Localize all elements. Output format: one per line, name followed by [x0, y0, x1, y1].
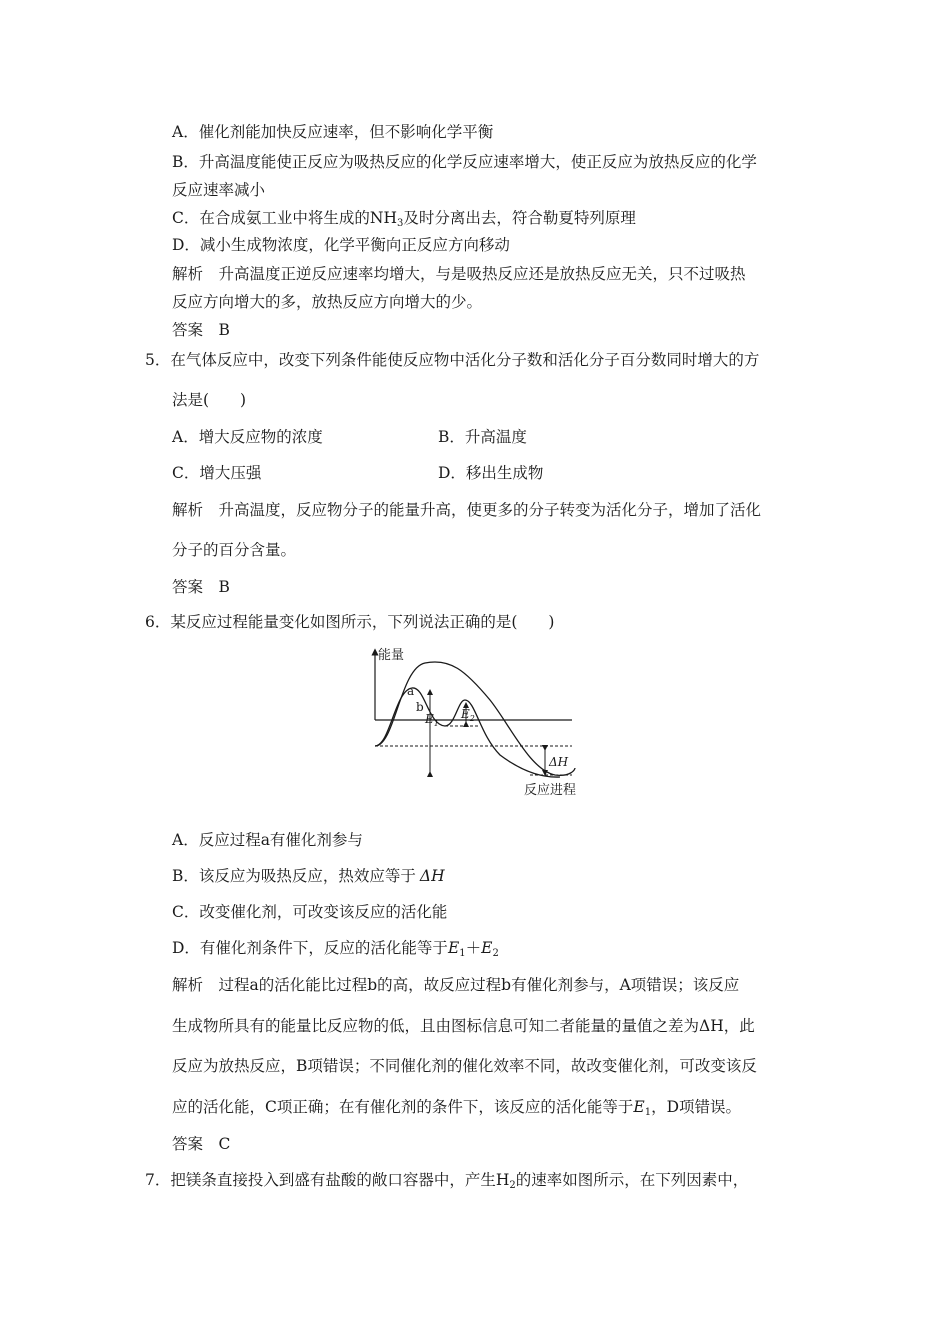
curve-a-label: a [407, 684, 415, 698]
q5-option-b: B．升高温度 [438, 428, 527, 446]
q4-option-b-line1: B．升高温度能使正反应为吸热反应的化学反应速率增大，使正反应为放热反应的化学 [172, 153, 757, 171]
q7-stem: 7．把镁条直接投入到盛有盐酸的敞口容器中，产生$H_2$的速率如图所示，在下列因素中， [145, 1171, 749, 1191]
q4-option-a: A．催化剂能加快反应速率，但不影响化学平衡 [172, 123, 494, 141]
curve-b-label: b [416, 700, 424, 714]
q4-option-c: C．在合成氨工业中将生成的$NH_3$及时分离出去，符合勒夏特列原理 [172, 209, 636, 229]
q5-analysis-line1: 解析 升高温度，反应物分子的能量升高，使更多的分子转变为活化分子，增加了活化 [172, 501, 762, 519]
q6-analysis-line2: 生成物所具有的能量比反应物的低，且由图标信息可知二者能量的量值之差为ΔH，此 [172, 1017, 755, 1035]
q6-stem: 6．某反应过程能量变化如图所示，下列说法正确的是( ) [145, 613, 555, 631]
q5-option-a: A．增大反应物的浓度 [172, 428, 323, 446]
q4-analysis-line2: 反应方向增大的多，放热反应方向增大的少。 [172, 293, 483, 311]
q6-analysis-line3: 反应为放热反应，B项错误；不同催化剂的催化效率不同，故改变催化剂，可改变该反 [172, 1057, 757, 1075]
q5-option-d: D．移出生成物 [438, 464, 544, 482]
curve-b-catalyzed [375, 688, 560, 777]
q4-option-b-line2: 反应速率减小 [172, 181, 266, 199]
q6-answer: 答案 C [172, 1135, 231, 1153]
x-axis-label: 反应进程 [524, 783, 577, 798]
q6-analysis-line4: 应的活化能，C项正确；在有催化剂的条件下，该反应的活化能等于$E_1$，D项错误。 [172, 1098, 742, 1118]
q6-option-b: B．该反应为吸热反应，热效应等于 ΔH [172, 867, 445, 885]
q6-option-c: C．改变催化剂，可改变该反应的活化能 [172, 903, 448, 921]
q6-analysis-line1: 解析 过程a的活化能比过程b的高，故反应过程b有催化剂参与，A项错误；该反应 [172, 976, 740, 994]
y-axis-label: 能量 [378, 648, 405, 663]
q4-answer: 答案 B [172, 321, 230, 339]
q5-analysis-line2: 分子的百分含量。 [172, 541, 297, 559]
e1-label: $E_1$ [425, 712, 439, 728]
q6-option-a: A．反应过程a有催化剂参与 [172, 831, 363, 849]
q4-option-d: D．减小生成物浓度，化学平衡向正反应方向移动 [172, 236, 510, 254]
q4-analysis-line1: 解析 升高温度正逆反应速率均增大，与是吸热反应还是放热反应无关，只不过吸热 [172, 265, 746, 283]
q5-option-c: C．增大压强 [172, 464, 262, 482]
q6-option-d: D．有催化剂条件下，反应的活化能等于$E_1+E_2$ [172, 939, 499, 959]
q5-stem-line2: 法是( ) [172, 391, 247, 409]
q5-stem-line1: 5．在气体反应中，改变下列条件能使反应物中活化分子数和活化分子百分数同时增大的方 [145, 351, 760, 369]
q5-answer: 答案 B [172, 578, 230, 596]
e2-label: $E_2$ [461, 707, 475, 723]
dh-label: ΔH [549, 755, 569, 769]
